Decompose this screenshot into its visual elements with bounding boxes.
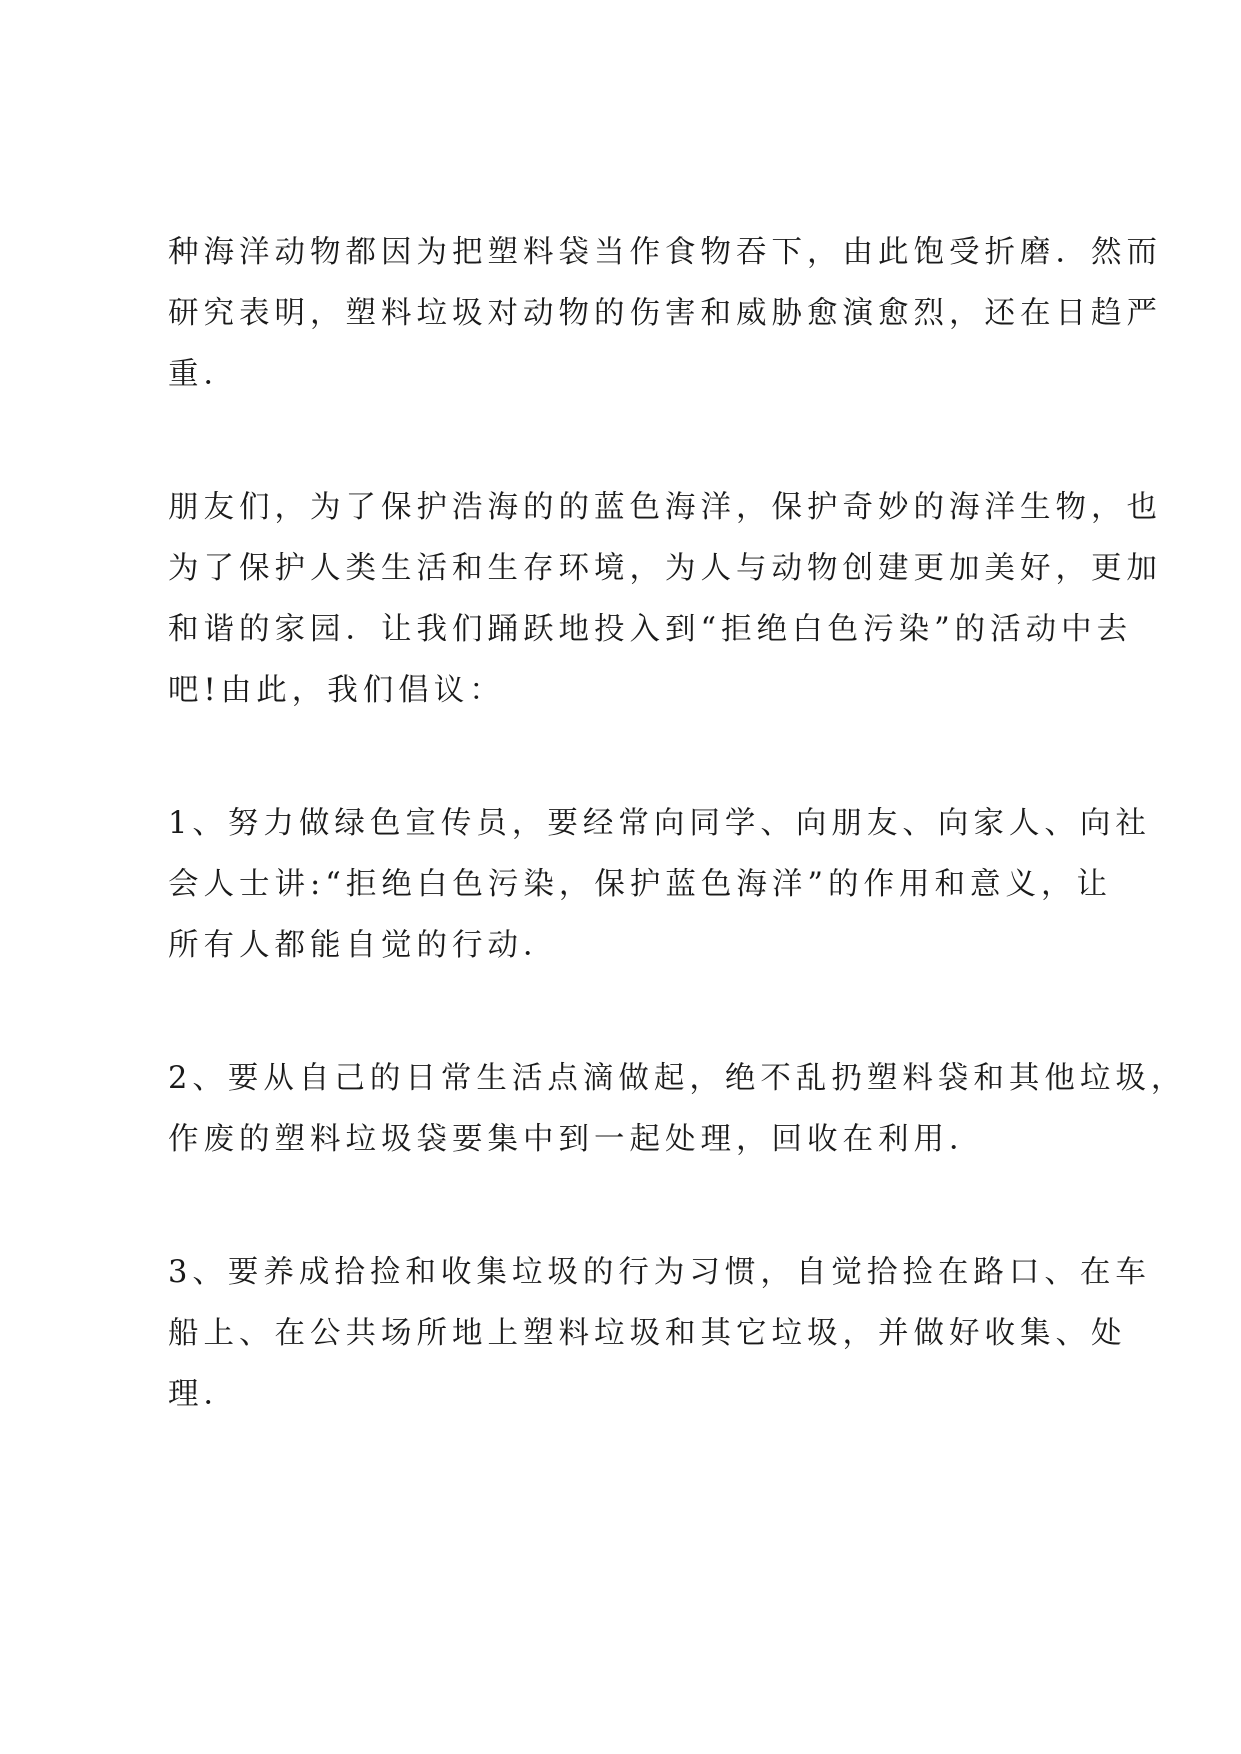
text-line: 2、要从自己的日常生活点滴做起，绝不乱扔塑料袋和其他垃圾， bbox=[168, 1061, 1187, 1096]
text-line: 种海洋动物都因为把塑料袋当作食物吞下，由此饱受折磨．然而 bbox=[168, 235, 1162, 270]
text-line: 为了保护人类生活和生存环境，为人与动物创建更加美好，更加 bbox=[168, 551, 1162, 586]
paragraph-marine-animals bbox=[168, 222, 1162, 405]
text-line: 1、努力做绿色宣传员，要经常向同学、向朋友、向家人、向社 bbox=[168, 806, 1151, 841]
document-body bbox=[168, 222, 1187, 1497]
paragraph-proposal-3 bbox=[168, 1242, 1151, 1425]
text-line: 朋友们，为了保护浩海的的蓝色海洋，保护奇妙的海洋生物，也 bbox=[168, 490, 1162, 525]
text-line: 3、要养成拾捡和收集垃圾的行为习惯，自觉拾捡在路口、在车 bbox=[168, 1255, 1151, 1290]
paragraph-proposal-1 bbox=[168, 793, 1151, 976]
text-line: 会人士讲:“拒绝白色污染，保护蓝色海洋”的作用和意义，让 bbox=[168, 867, 1112, 902]
text-line: 理． bbox=[168, 1377, 239, 1412]
text-line: 研究表明，塑料垃圾对动物的伤害和威胁愈演愈烈，还在日趋严 bbox=[168, 296, 1162, 331]
paragraph-call-to-action bbox=[168, 477, 1162, 721]
text-line: 船上、在公共场所地上塑料垃圾和其它垃圾，并做好收集、处 bbox=[168, 1316, 1127, 1351]
text-line: 吧!由此，我们倡议： bbox=[168, 673, 505, 708]
text-line: 所有人都能自觉的行动． bbox=[168, 928, 559, 963]
text-line: 重． bbox=[168, 357, 239, 392]
text-line: 作废的塑料垃圾袋要集中到一起处理，回收在利用． bbox=[168, 1122, 985, 1157]
text-line: 和谐的家园．让我们踊跃地投入到“拒绝白色污染”的活动中去 bbox=[168, 612, 1133, 647]
paragraph-proposal-2 bbox=[168, 1048, 1187, 1170]
